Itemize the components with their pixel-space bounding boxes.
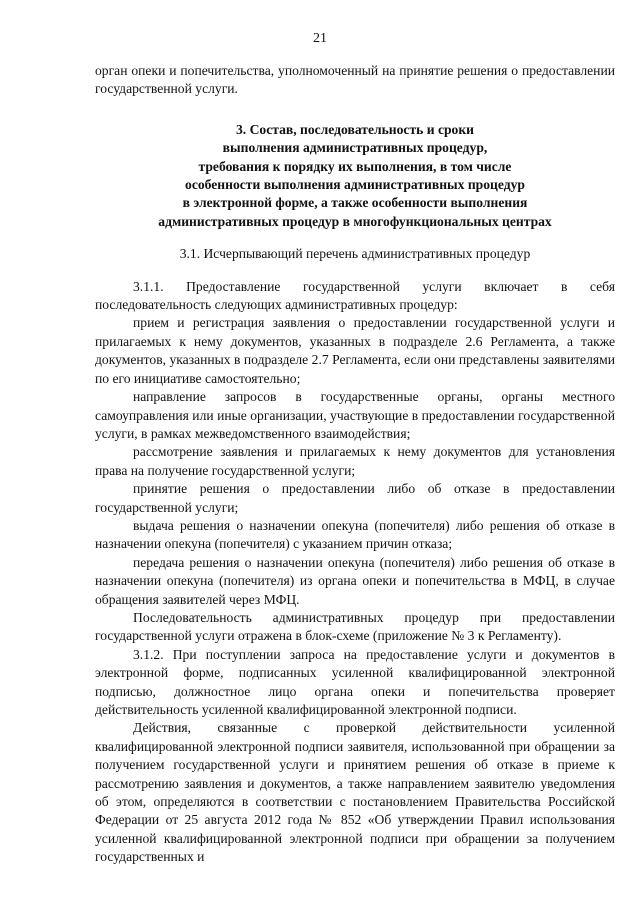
body-paragraph: передача решения о назначении опекуна (попечителя) либо решения об отказе в назначении опекуна (попечителя) из органа опеки и попечительства в МФЦ, в случае обращения заявителей через МФЦ.	[95, 554, 615, 607]
intro-paragraph: орган опеки и попечительства, уполномоченный на принятие решения о предоставлении государственной услуги.	[95, 63, 615, 97]
body-paragraph: направление запросов в государственные органы, органы местного самоуправления или иные организации, участвующие в предоставлении государственной услуги, в рамках межведомственного взаимодействия;	[95, 389, 615, 441]
body-paragraph: Действия, связанные с проверкой действительности усиленной квалифицированной электронной подписи заявителя, использованной при обращении за получением государственной услуги и принятием решения об отказе в приеме к рассмотрению заявления и документов, а также направлением заявителю уведомления об этом, определяются в соответствии с постановлением Правительства Российской Федерации от 25 августа 2012 года № 852 «Об утверждении Правил использования усиленной квалифицированной электронной подписи при обращении за получением государственных и	[95, 720, 615, 865]
section-title-line: выполнения административных процедур,	[222, 140, 488, 156]
body-paragraph: 3.1.1. Предоставление государственной услуги включает в себя последовательность следующих административных процедур:	[95, 278, 615, 313]
page-number: 21	[313, 31, 327, 46]
body-paragraph: рассмотрение заявления и прилагаемых к нему документов для установления права на получение государственной услуги;	[95, 444, 615, 478]
body-paragraph: выдача решения о назначении опекуна (попечителя) либо решения об отказе в назначении опекуна (попечителя) с указанием причин отказа;	[95, 517, 615, 552]
body-paragraph: 3.1.2. При поступлении запроса на предоставление услуги и документов в электронной форме, подписанных усиленной квалифицированной электронной подписью, должностное лицо органа опеки и попечительства проверяет действительность усиленной квалифицированной электронной подписи.	[95, 646, 615, 717]
section-title-line: 3. Состав, последовательность и сроки	[235, 121, 475, 137]
section-title-line: особенности выполнения административных процедур	[185, 177, 525, 193]
section-subtitle: 3.1. Исчерпывающий перечень административных процедур	[179, 246, 531, 262]
body-paragraph: принятие решения о предоставлении либо об отказе в предоставлении государственной услуги;	[95, 481, 615, 515]
section-title-line: требования к порядку их выполнения, в том числе	[198, 158, 512, 174]
body-paragraph: прием и регистрация заявления о предоставлении государственной услуги и прилагаемых к нему документов, указанных в подразделе 2.6 Регламента, а также документов, указанных в подразделе 2.7 Регламента, если они представлены заявителями по его инициативе самостоятельно;	[95, 315, 615, 386]
section-title-line: в электронной форме, а также особенности выполнения	[182, 195, 528, 211]
section-title-line: административных процедур в многофункциональных центрах	[158, 213, 552, 229]
document-body	[95, 62, 615, 867]
body-paragraph: Последовательность административных процедур при предоставлении государственной услуги отражена в блок-схеме (приложение № 3 к Регламенту).	[95, 609, 615, 644]
section-title	[95, 121, 615, 231]
